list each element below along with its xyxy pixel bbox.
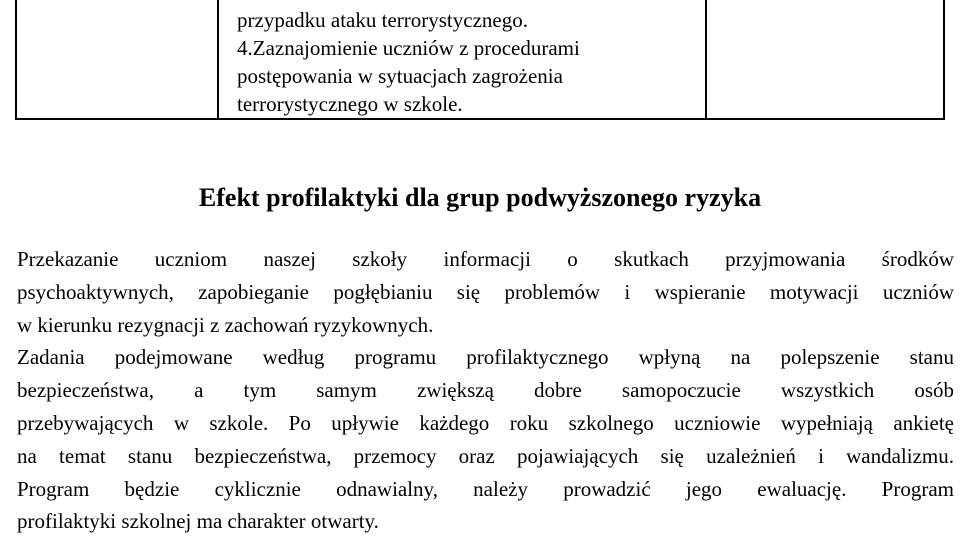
paragraph-line: w kierunku rezygnacji z zachowań ryzykownych.: [17, 312, 434, 337]
table-text-line: 4.Zaznajomienie uczniów z procedurami: [237, 36, 580, 60]
table-text-line: przypadku ataku terrorystycznego.: [237, 8, 528, 32]
table-cell-text: [219, 0, 705, 118]
paragraph-line: na temat stanu bezpieczeństwa, przemocy oraz pojawiających się uzależnień i wandalizmu.: [17, 443, 954, 468]
table-cell-left: [16, 0, 218, 119]
program-table-fragment: [15, 0, 945, 120]
table-cell-tasks: [218, 0, 706, 119]
paragraph-line: profilaktyki szkolnej ma charakter otwarty.: [17, 509, 379, 534]
paragraph-line: Przekazanie uczniom naszej szkoły informacji o skutkach przyjmowania środków: [17, 247, 954, 271]
paragraph-line: Program będzie cyklicznie odnawialny, należy prowadzić jego ewaluację. Program: [17, 476, 954, 501]
paragraph-line: przebywających w szkole. Po upływie każdego roku szkolnego uczniowie wypełniają ankietę: [17, 410, 954, 435]
table-cell-right: [706, 0, 944, 119]
section-heading: Efekt profilaktyki dla grup podwyższonego ryzyka: [198, 183, 762, 212]
table-text-line: terrorystycznego w szkole.: [237, 92, 463, 116]
table-text-line: postępowania w sytuacjach zagrożenia: [237, 64, 563, 88]
paragraph-line: Zadania podejmowane według programu profilaktycznego wpłyną na polepszenie stanu: [17, 345, 954, 370]
paragraph-effects: [17, 243, 954, 341]
table-row: [16, 0, 944, 119]
paragraph-line: bezpieczeństwa, a tym samym zwiększą dobre samopoczucie wszystkich osób: [17, 378, 954, 403]
paragraph-line: psychoaktywnych, zapobieganie pogłębianiu się problemów i wspieranie motywacji uczniów: [17, 279, 954, 304]
section-body: [17, 243, 954, 538]
paragraph-tasks: [17, 341, 954, 538]
